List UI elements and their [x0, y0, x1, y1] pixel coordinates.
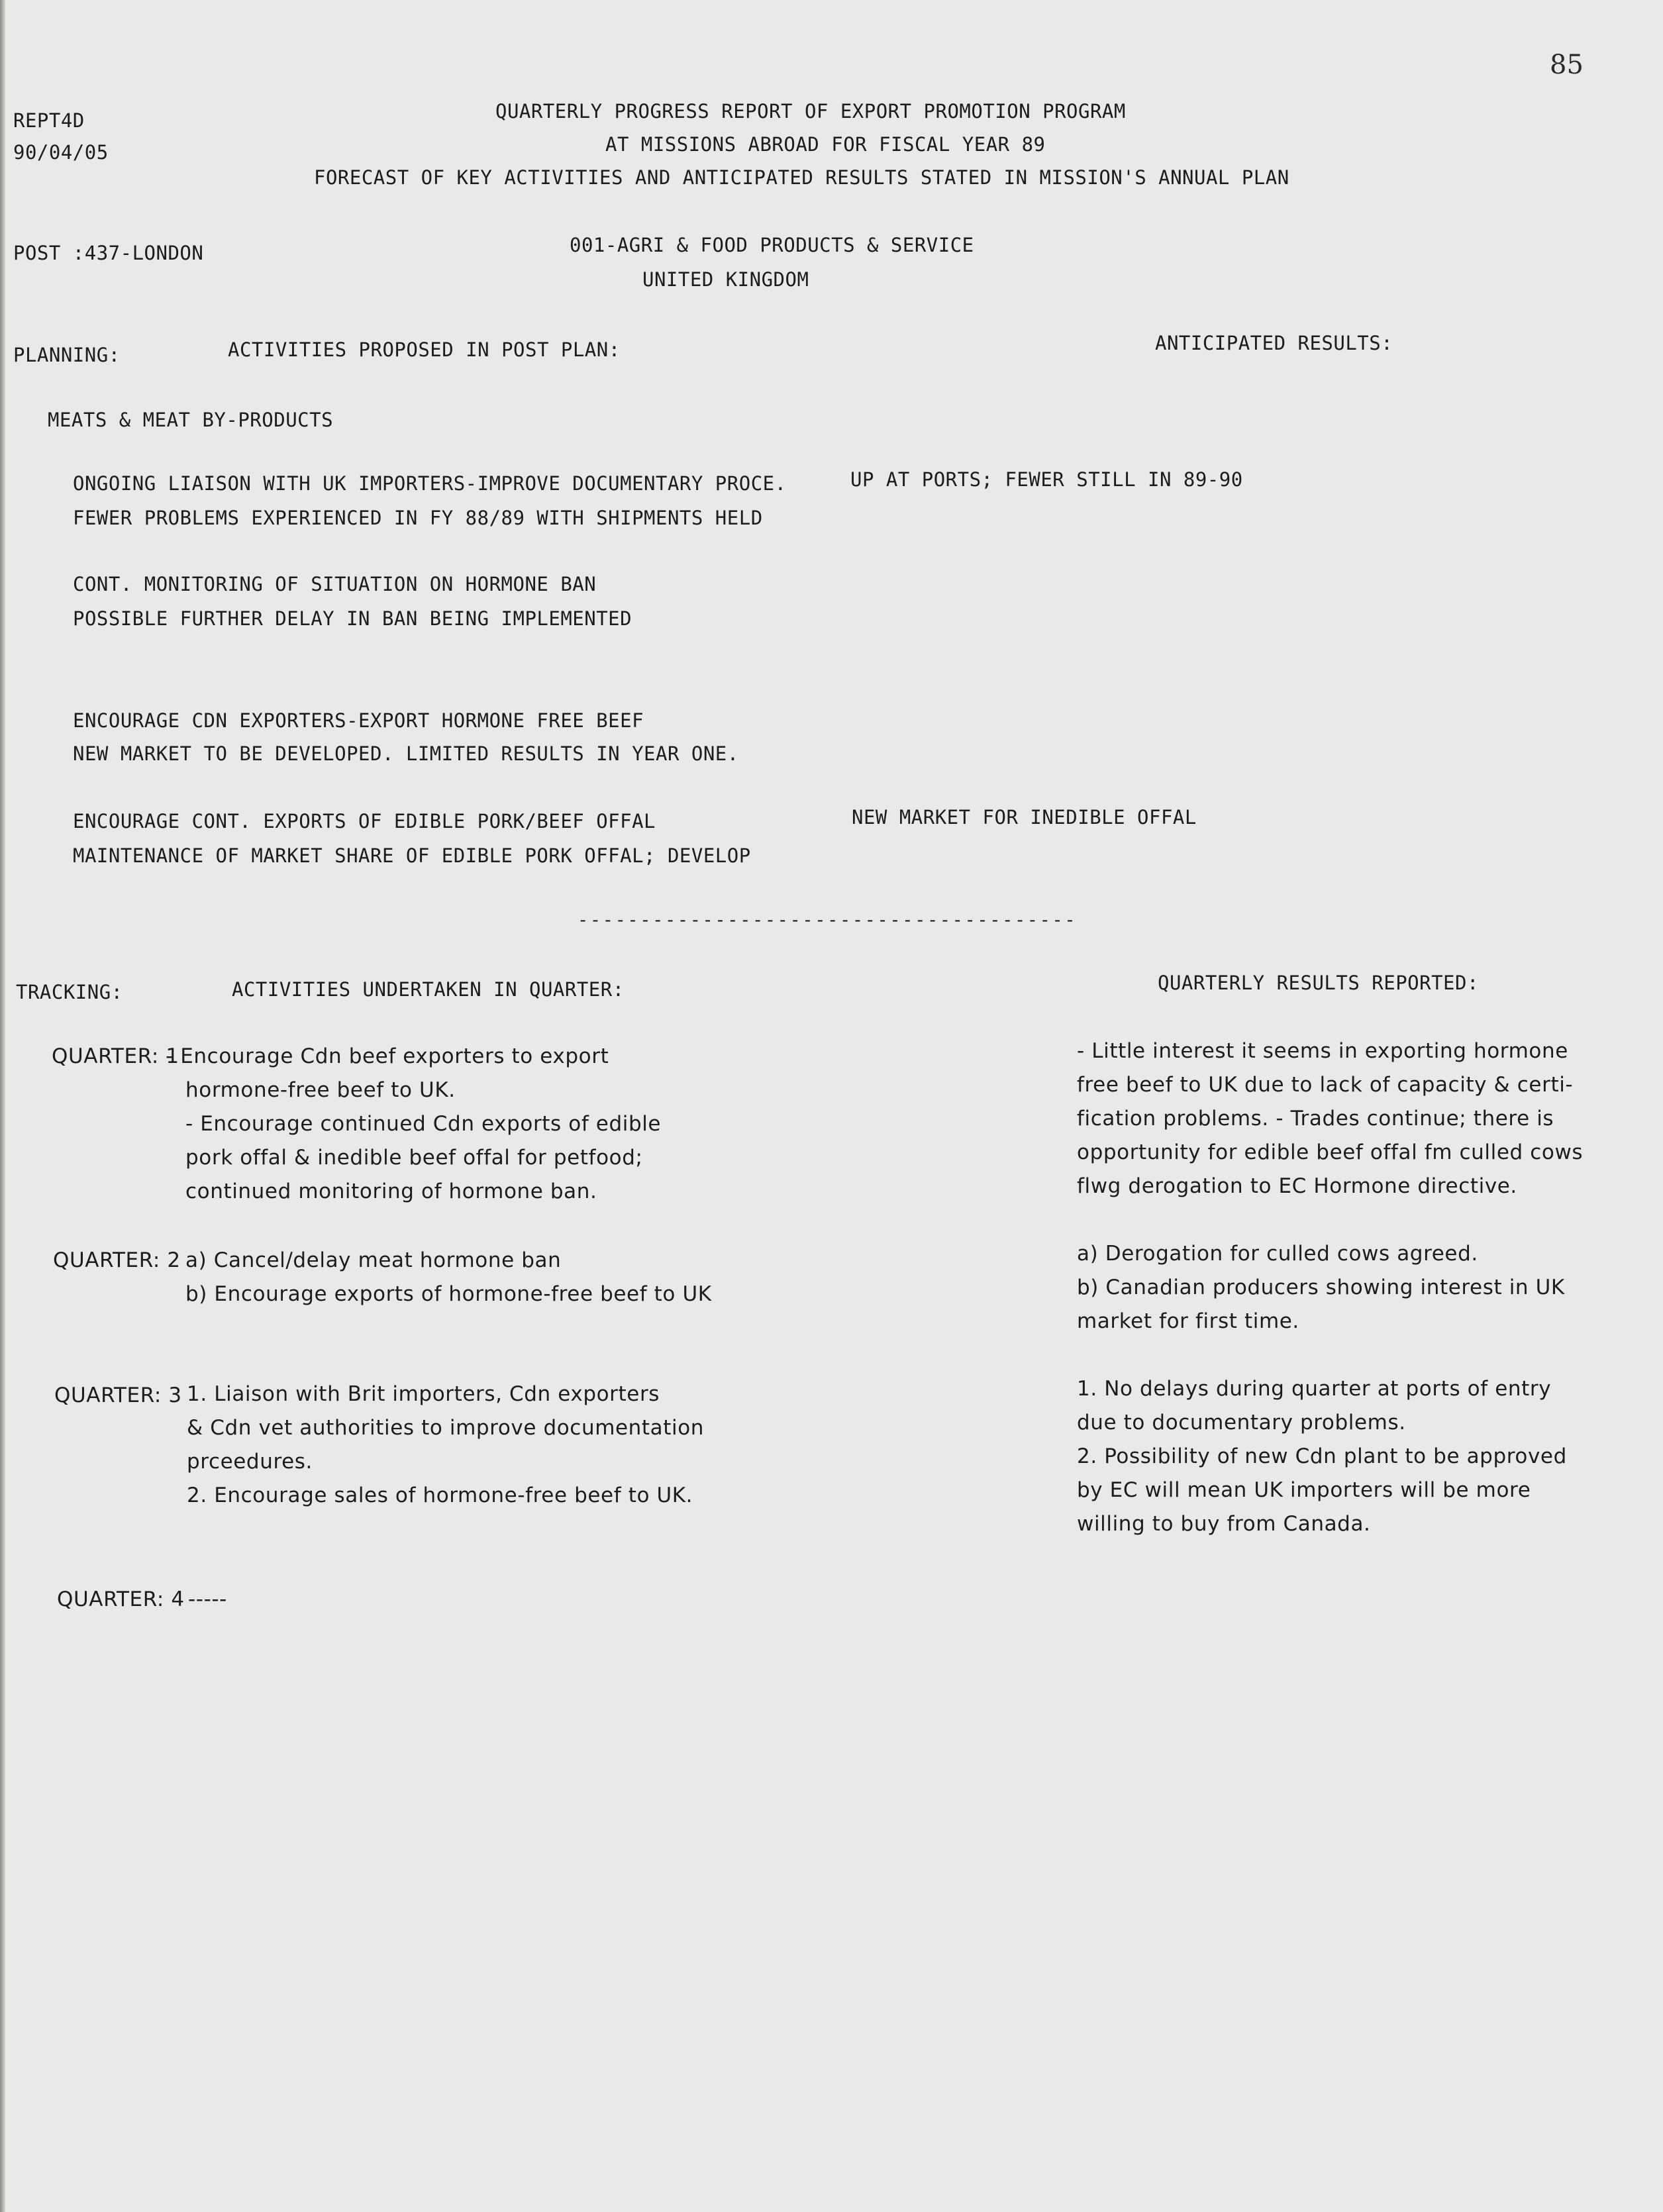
quarter-3-activity-line: & Cdn vet authorities to improve documentation	[187, 1416, 705, 1440]
planning-item-4-result: NEW MARKET FOR INEDIBLE OFFAL	[852, 806, 1197, 829]
planning-results-heading: ANTICIPATED RESULTS:	[1155, 332, 1393, 354]
page-edge	[0, 0, 5, 2212]
quarter-3-result-line: 2. Possibility of new Cdn plant to be approved	[1077, 1444, 1567, 1468]
planning-category: MEATS & MEAT BY-PRODUCTS	[48, 409, 334, 431]
quarter-4-label: QUARTER: 4	[57, 1587, 185, 1611]
quarter-1-results	[1077, 1034, 1583, 1203]
quarter-1-result-line: fication problems. - Trades continue; there is	[1077, 1107, 1554, 1131]
quarter-2-activities	[185, 1244, 712, 1311]
quarter-1-label: QUARTER: 1	[52, 1044, 179, 1068]
quarter-1-activity-line: - Encourage continued Cdn exports of edible	[185, 1112, 662, 1136]
planning-item-4-line-1: ENCOURAGE CONT. EXPORTS OF EDIBLE PORK/BEEF OFFAL	[73, 810, 656, 832]
quarter-1-result-line: flwg derogation to EC Hormone directive.	[1077, 1174, 1517, 1198]
post-sector: 001-AGRI & FOOD PRODUCTS & SERVICE	[570, 234, 974, 256]
quarter-3-result-line: 1. No delays during quarter at ports of entry	[1077, 1377, 1552, 1401]
quarter-1-activity-line: continued monitoring of hormone ban.	[185, 1180, 597, 1203]
quarter-2-results	[1077, 1237, 1565, 1338]
quarter-2-label: QUARTER: 2	[53, 1248, 181, 1272]
quarter-1-activities	[166, 1040, 661, 1209]
quarter-3-results	[1077, 1372, 1567, 1541]
report-date: 90/04/05	[13, 141, 109, 164]
planning-item-1-line-1: ONGOING LIAISON WITH UK IMPORTERS-IMPROVE DOCUMENTARY PROCE.	[73, 472, 787, 495]
post-country: UNITED KINGDOM	[642, 268, 809, 291]
report-title-line-2: AT MISSIONS ABROAD FOR FISCAL YEAR 89	[605, 133, 1046, 156]
quarter-3-activities	[187, 1378, 704, 1513]
quarter-2-result-line: b) Canadian producers showing interest in UK	[1077, 1276, 1565, 1299]
quarter-1-activity-line: hormone-free beef to UK.	[185, 1078, 456, 1102]
planning-item-2-line-1: CONT. MONITORING OF SITUATION ON HORMONE BAN	[73, 573, 597, 595]
planning-item-4-line-2: MAINTENANCE OF MARKET SHARE OF EDIBLE PORK OFFAL; DEVELOP	[73, 844, 751, 867]
report-title-line-1: QUARTERLY PROGRESS REPORT OF EXPORT PROMOTION PROGRAM	[495, 100, 1126, 123]
planning-item-1-result: UP AT PORTS; FEWER STILL IN 89-90	[850, 468, 1243, 491]
tracking-activities-heading: ACTIVITIES UNDERTAKEN IN QUARTER:	[232, 978, 625, 1001]
quarter-3-result-line: by EC will mean UK importers will be more	[1077, 1478, 1531, 1502]
quarter-1-activity-line: pork offal & inedible beef offal for petfood;	[185, 1146, 643, 1170]
quarter-1-result-line: free beef to UK due to lack of capacity & certi-	[1077, 1073, 1574, 1097]
tracking-label: TRACKING:	[16, 981, 123, 1003]
quarter-1-result-line: opportunity for edible beef offal fm culled cows	[1077, 1140, 1584, 1164]
quarter-3-activity-line: 2. Encourage sales of hormone-free beef to UK.	[187, 1483, 693, 1507]
section-divider: ----------------------------------------	[578, 910, 1078, 930]
quarter-3-activity-line: prceedures.	[187, 1450, 313, 1474]
planning-activities-heading: ACTIVITIES PROPOSED IN POST PLAN:	[228, 338, 621, 361]
quarter-3-result-line: willing to buy from Canada.	[1077, 1512, 1371, 1536]
report-title-line-3: FORECAST OF KEY ACTIVITIES AND ANTICIPATED RESULTS STATED IN MISSION'S ANNUAL PLAN	[314, 166, 1289, 189]
planning-item-2-line-2: POSSIBLE FURTHER DELAY IN BAN BEING IMPLEMENTED	[73, 607, 632, 630]
quarter-2-result-line: a) Derogation for culled cows agreed.	[1077, 1242, 1478, 1266]
quarter-4-activity-line: -----	[188, 1587, 227, 1611]
quarter-1-result-line: - Little interest it seems in exporting hormone	[1077, 1039, 1568, 1063]
quarter-2-activity-line: b) Encourage exports of hormone-free beef to UK	[185, 1282, 712, 1306]
quarter-2-result-line: market for first time.	[1077, 1309, 1299, 1333]
post-label: POST :437-LONDON	[13, 242, 204, 264]
page-number: 85	[1550, 50, 1584, 80]
quarter-3-activity-line: 1. Liaison with Brit importers, Cdn exporters	[187, 1382, 660, 1406]
report-code: REPT4D	[13, 109, 85, 132]
planning-item-1-line-2: FEWER PROBLEMS EXPERIENCED IN FY 88/89 WITH SHIPMENTS HELD	[73, 507, 763, 529]
quarter-1-activity-line: - Encourage Cdn beef exporters to export	[166, 1044, 609, 1068]
quarter-3-label: QUARTER: 3	[54, 1383, 182, 1407]
planning-item-3-line-1: ENCOURAGE CDN EXPORTERS-EXPORT HORMONE FREE BEEF	[73, 709, 644, 732]
quarter-3-result-line: due to documentary problems.	[1077, 1411, 1406, 1434]
tracking-results-heading: QUARTERLY RESULTS REPORTED:	[1158, 972, 1479, 994]
planning-item-3-line-2: NEW MARKET TO BE DEVELOPED. LIMITED RESULTS IN YEAR ONE.	[73, 742, 739, 765]
quarter-2-activity-line: a) Cancel/delay meat hormone ban	[185, 1248, 562, 1272]
planning-label: PLANNING:	[13, 344, 121, 366]
